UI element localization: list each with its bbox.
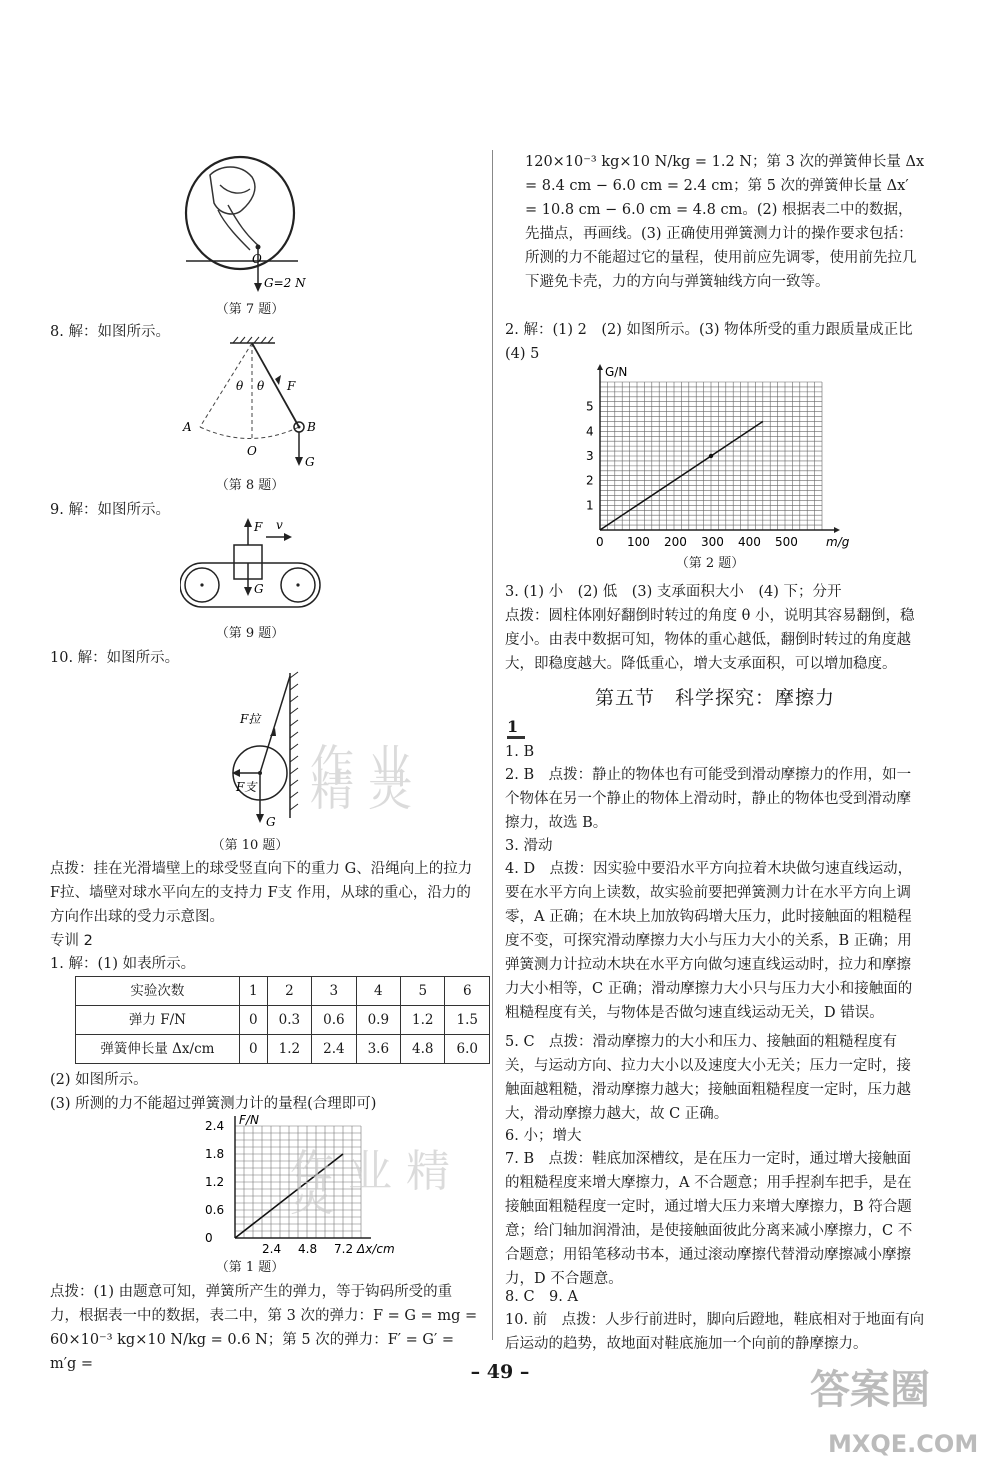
watermark-left: 作业精灵 <box>310 741 426 816</box>
y-tick-label: 1 <box>586 498 594 513</box>
section-title: 第五节 科学探究：摩擦力 <box>594 687 835 709</box>
answer-2: 2. B 点拨：静止的物体也有可能受到滑动摩擦力的作用，如一个物体在另一个静止的物体上滑动时，静止的物体也受到滑动摩擦力，故选 B。 <box>505 767 912 831</box>
y-tick-label: 1.2 <box>205 1175 225 1189</box>
figure-q8 <box>175 335 335 475</box>
answer-7: 7. B 点拨：鞋底加深槽纹，是在压力一定时，通过增大接触面的粗糙程度来增大摩擦力，A 不合题意；用手捏刹车把手，是在接触面粗糙程度一定时，通过增大压力来增大摩擦力，B 符合题意；给门轴加润滑油，是使接触面彼此分离来减小摩擦力，C 不合题意；用铅笔移动书本，通过滚动摩擦代替滑动摩擦减小摩擦力，D 不合题意。 <box>505 1151 913 1287</box>
answer-8-9: 8. C 9. A <box>505 1289 578 1305</box>
q1-caption: （第 1 题） <box>215 1260 285 1275</box>
q10-text: 10. 解：如图所示。 <box>50 650 180 666</box>
watermark-logo: 答案圈 <box>810 1367 930 1413</box>
x-tick-label: 300 <box>701 535 724 549</box>
level-mark: 1 <box>507 718 525 739</box>
y-tick-label: 0 <box>205 1231 213 1245</box>
x-axis-label: m/g <box>826 535 850 549</box>
table-cell: 4.8 <box>401 1035 445 1064</box>
y-axis-label: G/N <box>605 365 628 379</box>
q8-label-f: F <box>287 379 296 393</box>
right-cont-text: 120×10⁻³ kg×10 N/kg = 1.2 N；第 3 次的弹簧伸长量 Δx = 8.4 cm − 6.0 cm = 2.4 cm；第 5 次的弹簧伸长量 Δx′ = 10.8 cm − 6.0 cm = 4.8 cm。(2) 根据表二中的数据，先描点，再画线。(3) 正确使用弹簧测力计的操作要求包括：所测的力不能超过它的量程，使用前应先调零，使用前先拉几下避免卡壳，力的方向与弹簧轴线方向一致等。 <box>525 154 925 290</box>
table-header-row <box>76 977 490 1006</box>
y-tick-label: 2 <box>586 473 594 488</box>
x-tick-label: 7.2 <box>334 1242 354 1256</box>
q9-label-v: v <box>276 518 283 532</box>
y-tick-label: 4 <box>586 424 594 439</box>
q8-label-a: A <box>183 420 192 434</box>
x-tick-label: 500 <box>775 535 798 549</box>
q10-caption: （第 10 题） <box>211 838 289 853</box>
table-cell: 1.2 <box>401 1006 445 1035</box>
answer-3: 3. 滑动 <box>505 838 553 854</box>
q7-label-g: G=2 N <box>264 276 306 290</box>
column-divider <box>492 150 493 1340</box>
table-cell: 5 <box>401 977 445 1006</box>
x-tick-label: 0 <box>596 535 604 549</box>
q10-label-fla: F拉 <box>240 712 261 726</box>
answer-1: 1. B <box>505 744 535 760</box>
q8-label-o: O <box>247 444 257 458</box>
table-cell: 3 <box>312 977 356 1006</box>
q9-text: 9. 解：如图所示。 <box>50 502 170 518</box>
y-tick-label: 3 <box>586 449 594 463</box>
q1-tip: 点拨：(1) 由题意可知，弹簧所产生的弹力，等于钩码所受的重力，根据表一中的数据，表二中，第 3 次的弹力：F = G = mg = 60×10⁻³ kg×10 N/kg = 0.6 N；第 5 次的弹力：F′ = G′ = m′g = <box>50 1284 478 1372</box>
x-tick-label: 100 <box>627 535 650 549</box>
q9-caption: （第 9 题） <box>215 626 285 641</box>
q8-text: 8. 解：如图所示。 <box>50 324 170 340</box>
table-cell: 1.2 <box>267 1035 311 1064</box>
table-row <box>76 1006 490 1035</box>
y-tick-label: 1.8 <box>205 1147 225 1161</box>
answer-6: 6. 小；增大 <box>505 1128 582 1144</box>
q8-caption: （第 8 题） <box>215 478 285 493</box>
x-axis-arrow <box>834 527 840 533</box>
q7-caption: （第 7 题） <box>215 302 285 317</box>
table-cell: 3.6 <box>356 1035 400 1064</box>
y-axis-label: F/N <box>239 1113 259 1127</box>
table-cell: 0.3 <box>267 1006 311 1035</box>
q9-label-f: F <box>254 520 263 534</box>
table-cell: 0.9 <box>356 1006 400 1035</box>
q10-tip: 点拨：挂在光滑墙壁上的球受竖直向下的重力 G、沿绳向上的拉力 F拉、墙壁对球水平向左的支持力 F支 作用，从球的重心，沿力的方向作出球的受力示意图。 <box>50 861 473 925</box>
q10-label-fzhi: F支 <box>236 780 257 794</box>
table-cell: 1.5 <box>445 1006 490 1035</box>
figure-q7 <box>180 155 320 300</box>
q9-label-g: G <box>254 582 264 596</box>
q10-label-g: G <box>266 815 276 829</box>
q2-caption: （第 2 题） <box>675 556 745 571</box>
table-cell: 6.0 <box>445 1035 490 1064</box>
table-cell: 1 <box>239 977 267 1006</box>
x-tick-label: 2.4 <box>262 1242 282 1256</box>
x-tick-label: 200 <box>664 535 687 549</box>
q3-text: 3. (1) 小 (2) 低 (3) 支承面积大小 (4) 下；分开 <box>505 584 842 600</box>
figure-q9 <box>180 515 330 620</box>
answer-5: 5. C 点拨：滑动摩擦力的大小和压力、接触面的粗糙程度有关，与运动方向、拉力大小以及速度大小无关；压力一定时，接触面越粗糙，滑动摩擦力越大；接触面粗糙程度一定时，压力越大，滑动摩擦力越大，故 C 正确。 <box>505 1034 911 1122</box>
watermark-url: MXQE.COM <box>828 1430 979 1458</box>
table-cell: 弹簧伸长量 Δx/cm <box>76 1035 240 1064</box>
answer-10: 10. 前 点拨：人步行前进时，脚向后蹬地，鞋底相对于地面有向后运动的趋势，故地面对鞋底施加一个向前的静摩擦力。 <box>505 1312 925 1352</box>
table-cell: 4 <box>356 977 400 1006</box>
q1-p3: (3) 所测的力不能超过弹簧测力计的量程(合理即可) <box>50 1096 377 1112</box>
q7-label-o: O <box>252 252 262 266</box>
data-point <box>709 454 713 458</box>
x-axis-label: Δx/cm <box>357 1242 395 1256</box>
q2-text: 2. 解：(1) 2 (2) 如图所示。(3) 物体所受的重力跟质量成正比 (4) 5 <box>505 322 928 362</box>
q8-label-g: G <box>305 455 315 469</box>
table-cell: 0 <box>239 1006 267 1035</box>
table-cell: 2 <box>267 977 311 1006</box>
y-axis-arrow <box>597 364 603 370</box>
watermark-bottom: 作业精灵 <box>290 1146 464 1221</box>
table-cell: 6 <box>445 977 490 1006</box>
q8-label-theta2: θ <box>257 379 265 393</box>
answer-4: 4. D 点拨：因实验中要沿水平方向拉着木块做匀速直线运动，要在水平方向上读数，故实验前要把弹簧测力计在水平方向上调零，A 正确；在木块上加放钩码增大压力，此时接触面的粗糙程度不变，可探究滑动摩擦力大小与压力大小的关系，B 正确；用弹簧测力计拉动木块在水平方向做匀速直线运动时，拉力和摩擦力大小相等，C 正确；滑动摩擦力大小只与压力大小和接触面的粗糙程度有关，与物体是否做匀速直线运动无关，D 错误。 <box>505 861 913 1021</box>
q3-tip: 点拨：圆柱体刚好翻倒时转过的角度 θ 小，说明其容易翻倒，稳度小。由表中数据可知，物体的重心越低，翻倒时转过的角度越大，即稳度越大。降低重心，增大支承面积，可以增加稳度。 <box>505 608 915 672</box>
y-tick-label: 5 <box>586 399 594 414</box>
page-number: – 49 – <box>470 1361 530 1383</box>
x-tick-label: 4.8 <box>298 1242 318 1256</box>
q8-label-b: B <box>307 420 316 434</box>
chart-q2 <box>575 362 855 552</box>
y-tick-label: 2.4 <box>205 1119 225 1133</box>
q1-text: 1. 解：(1) 如表所示。 <box>50 956 196 972</box>
table-cell: 实验次数 <box>76 977 240 1006</box>
q1-table <box>75 976 490 1064</box>
q8-label-theta1: θ <box>236 379 244 393</box>
q1-p2: (2) 如图所示。 <box>50 1072 148 1088</box>
table-cell: 弹力 F/N <box>76 1006 240 1035</box>
zx2-title: 专训 2 <box>50 933 93 949</box>
table-row <box>76 1035 490 1064</box>
y-tick-label: 0.6 <box>205 1203 225 1217</box>
table-cell: 0 <box>239 1035 267 1064</box>
table-cell: 0.6 <box>312 1006 356 1035</box>
x-tick-label: 400 <box>738 535 761 549</box>
table-cell: 2.4 <box>312 1035 356 1064</box>
